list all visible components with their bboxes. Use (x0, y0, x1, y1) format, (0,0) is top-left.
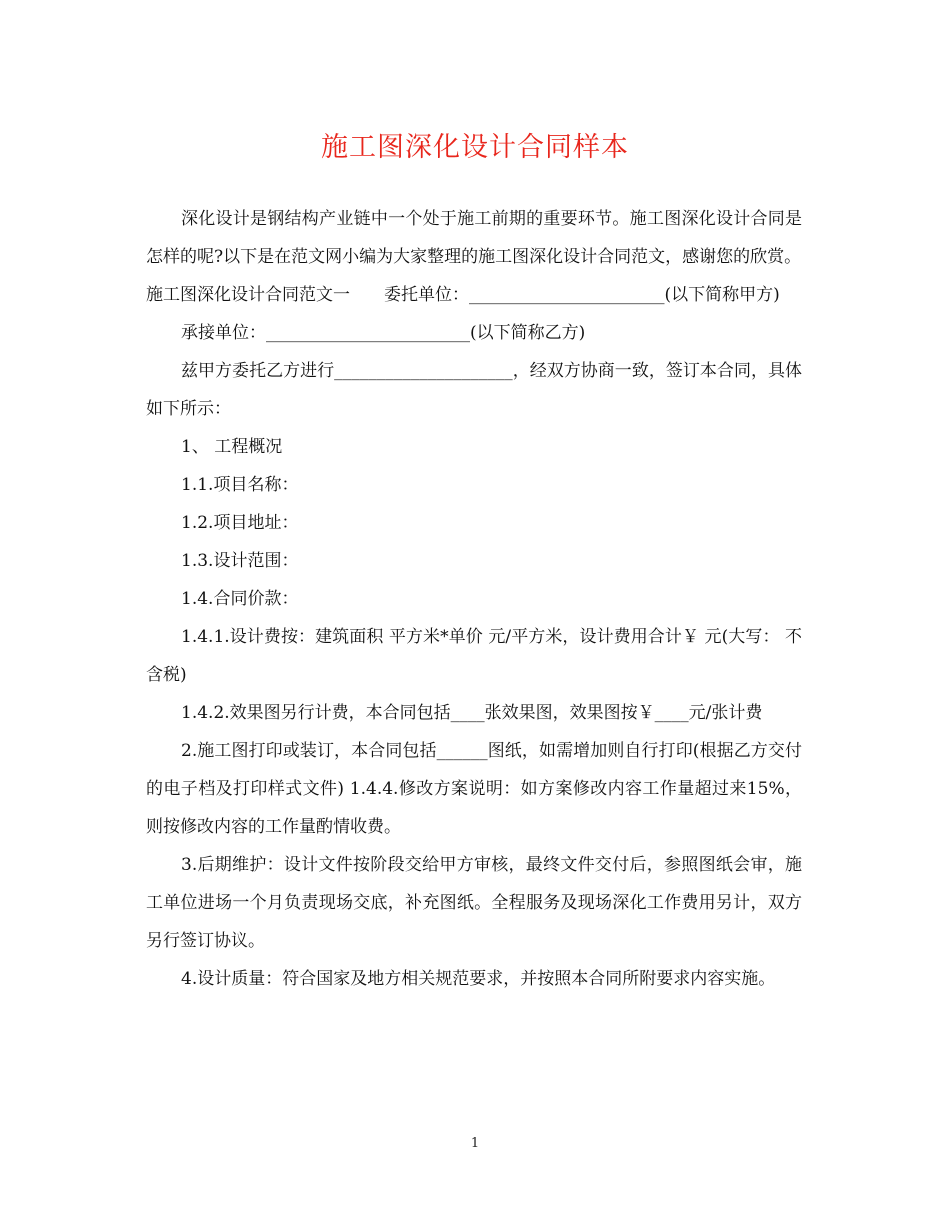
clause-design-fee: 1.4.1.设计费按：建筑面积 平方米*单价 元/平方米，设计费用合计￥ 元(大写： 不含税) (146, 627, 802, 685)
contract-heading-paragraph: 施工图深化设计合同范文一 委托单位：_______________________(以下简称甲方) (146, 285, 780, 305)
page-number: 1 (470, 1136, 480, 1151)
document-body (146, 200, 802, 998)
clause-printing: 2.施工图打印或装订，本合同包括______图纸，如需增加则自行打印(根据乙方交付的电子档及打印样式文件) 1.4.4.修改方案说明：如方案修改内容工作量超过来15%，则按修改内容的工作量酌情收费。 (146, 741, 802, 837)
clause-project-name: 1.1.项目名称： (181, 475, 299, 495)
section-heading-project-overview: 1、 工程概况 (181, 437, 283, 457)
entrustment-paragraph: 兹甲方委托乙方进行_____________________，经双方协商一致，签订本合同，具体如下所示： (146, 361, 802, 419)
intro-paragraph: 深化设计是钢结构产业链中一个处于施工前期的重要环节。施工图深化设计合同是怎样的呢?以下是在范文网小编为大家整理的施工图深化设计合同范文，感谢您的欣赏。 (146, 209, 802, 267)
clause-project-address: 1.2.项目地址： (181, 513, 299, 533)
clause-design-quality: 4.设计质量：符合国家及地方相关规范要求，并按照本合同所附要求内容实施。 (181, 969, 776, 989)
clause-design-scope: 1.3.设计范围： (181, 551, 299, 571)
contractor-paragraph: 承接单位：________________________(以下简称乙方) (181, 323, 586, 343)
clause-contract-price: 1.4.合同价款： (181, 589, 299, 609)
document-title: 施工图深化设计合同样本 (321, 132, 629, 163)
clause-rendering-fee: 1.4.2.效果图另行计费，本合同包括____张效果图，效果图按￥____元/张计费 (181, 703, 763, 723)
clause-maintenance: 3.后期维护：设计文件按阶段交给甲方审核，最终文件交付后，参照图纸会审，施工单位进场一个月负责现场交底，补充图纸。全程服务及现场深化工作费用另计，双方另行签订协议。 (146, 855, 802, 951)
